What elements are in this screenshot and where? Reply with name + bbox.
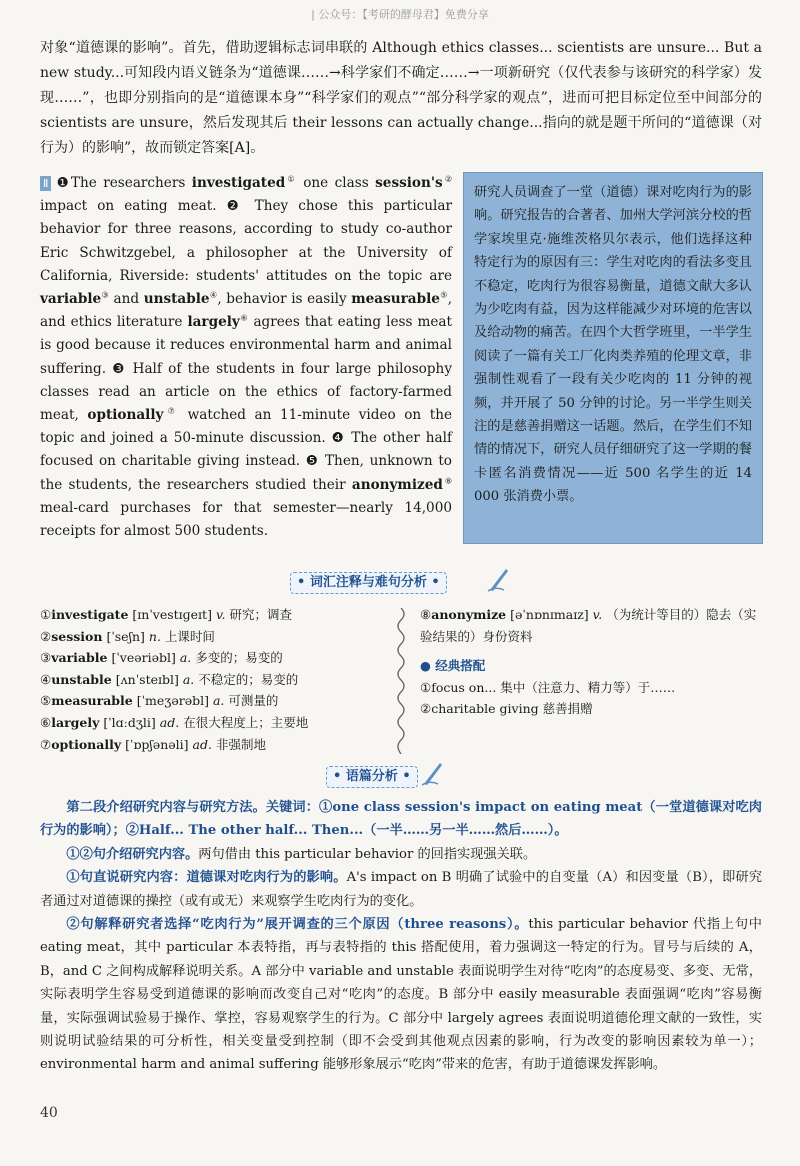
vocab-list-left <box>40 604 390 755</box>
passage-text: Then, unknown to the students, the researchers studied their <box>40 453 452 493</box>
vocab-item: ⑥largely [ˈlɑːdʒli] ad. 在很大程度上；主要地 <box>40 714 309 730</box>
spring-divider <box>395 608 407 754</box>
passage-text: , behavior is easily <box>217 291 352 308</box>
collocation-item: ①focus on... 集中（注意力、精力等）于…… <box>420 679 676 695</box>
watermark: | 公众号：【考研的酵母君】免费分享 <box>311 8 489 21</box>
vocab-item: ⑤measurable [ˈmeʒərəbl] a. 可测量的 <box>40 693 279 709</box>
analysis-summary: 第二段介绍研究内容与研究方法。关键词：①one class session's impact on eating meat（一堂道德课对吃肉行为的影响）；②Half... The other half... Then...（一半……另一半……然后……）。 <box>40 800 762 839</box>
vocab-word: anonymized <box>351 476 443 493</box>
vocab-word: measurable <box>351 291 440 308</box>
passage-text: impact on eating meat. <box>40 198 227 215</box>
footnote-mark: ④ <box>209 290 218 300</box>
vocab-item: ⑦optionally [ˈɒpʃənəli] ad. 非强制地 <box>40 736 266 752</box>
footnote-mark: ③ <box>101 290 109 300</box>
sentence-number: ❶ <box>54 175 71 191</box>
sentence-number: ❺ <box>305 453 320 470</box>
passage-text: watched an 11-minute video on the topic and joined a 50-minute discussion. <box>40 407 452 447</box>
vocab-word: investigated <box>191 175 286 191</box>
collocation-title: ● 经典搭配 <box>420 658 486 674</box>
footnote-mark: ⑦ <box>163 406 180 416</box>
passage-text: and <box>108 291 144 308</box>
sentence-number: ❹ <box>331 430 346 447</box>
passage-text: agrees that eating less meat is good because it reduces environmental harm and animal suffering. <box>40 314 452 377</box>
text-analysis <box>40 796 762 1077</box>
analysis-section-title: • 语篇分析 • <box>326 766 418 788</box>
vocab-item: ⑧anonymize [əˈnɒnɪmaɪz] v. （为统计等目的）隐去（实验结果的）身份资料 <box>420 607 757 644</box>
footnote-mark: ⑤ <box>439 290 448 300</box>
analysis-paragraph: ①②句介绍研究内容。两句借由 this particular behavior 的回指实现强关联。 <box>66 846 537 862</box>
passage-text: They chose this particular behavior for three reasons, according to study co-author Eric Schwitzgebel, a philosopher at the University of California, Riverside: students' attitudes on the topic are <box>40 198 452 284</box>
paragraph-tag: Ⅱ <box>40 176 51 191</box>
passage-text: The other half focused on charitable giving instead. <box>40 430 453 470</box>
passage-text: one class <box>296 175 376 191</box>
footnote-mark: ② <box>442 174 453 184</box>
sentence-number: ❸ <box>112 360 127 377</box>
pen-icon <box>420 760 444 786</box>
vocab-item: ④unstable [ʌnˈsteɪbl] a. 不稳定的；易变的 <box>40 671 299 687</box>
footnote-mark: ⑧ <box>442 476 453 486</box>
sentence-number: ❷ <box>226 198 245 215</box>
vocab-section-title: • 词汇注释与难句分析 • <box>290 572 447 594</box>
vocab-word: optionally <box>87 407 164 424</box>
vocab-word: largely <box>187 314 240 331</box>
top-paragraph: 对象“道德课的影响”。首先，借助逻辑标志词串联的 Although ethics classes... scientists are unsure... But a new study...可知段内语义链条为“道德课……→科学家们不确定……→一项新研究（仅代表参与该研究的科学家）发现……”，也即分别指向的是“道德课本身”“科学家们的观点”“部分科学家的观点”，进而可把目标定位至中间部分的 scientists are unsure，然后发现其后 their lessons can actually change...指向的就是题干所问的“道德课（对行为）的影响”，故而锁定答案[A]。 <box>40 40 762 156</box>
passage-text: The researchers <box>70 175 192 191</box>
page-number: 40 <box>40 1105 58 1121</box>
vocab-word: unstable <box>143 291 210 308</box>
passage-text: , and ethics literature <box>40 291 453 331</box>
footnote-mark: ⑥ <box>239 313 249 323</box>
chinese-translation-box: 研究人员调查了一堂（道德）课对吃肉行为的影响。研究报告的合著者、加州大学河滨分校的哲学家埃里克·施维茨格贝尔表示，他们选择这种特定行为的原因有三：学生对吃肉的看法多变且不稳定，吃肉行为很容易衡量，道德文献大多认为少吃肉有益，因为这样能减少对环境的危害以及给动物的痛苦。在四个大哲学班里，一半学生阅读了一篇有关工厂化肉类养殖的伦理文章，非强制性观看了一段有关少吃肉的 11 分钟的视频，并开展了 50 分钟的讨论。另一半学生则关注的是慈善捐赠这一话题。然后，在学生们不知情的情况下，研究人员仔细研究了这一学期的餐卡匿名消费情况——近 500 名学生的近 14 000 张消费小票。 <box>463 172 763 544</box>
passage-text: Half of the students in four large philosophy classes read an article on the ethics of factory-farmed meat, <box>40 360 452 424</box>
passage-text: meal-card purchases for that semester—nearly 14,000 receipts for almost 500 students. <box>40 499 452 540</box>
vocab-item: ③variable [ˈveəriəbl] a. 多变的；易变的 <box>40 650 283 666</box>
pen-icon <box>486 566 510 592</box>
vocab-word: session's <box>375 175 443 191</box>
footnote-mark: ① <box>285 174 297 184</box>
vocab-list-right <box>420 604 765 720</box>
vocab-item: ②session [ˈseʃn] n. 上课时间 <box>40 628 215 644</box>
vocab-item: ①investigate [ɪnˈvestɪɡeɪt] v. 研究；调查 <box>40 607 292 622</box>
vocab-word: variable <box>40 291 102 308</box>
analysis-paragraph: ①句直说研究内容：道德课对吃肉行为的影响。A's impact on B 明确了试验中的自变量（A）和因变量（B），即研究者通过对道德课的操控（或有或无）来观察学生吃肉行为的变化。 <box>40 870 763 909</box>
english-passage <box>40 172 452 543</box>
analysis-paragraph: ②句解释研究者选择“吃肉行为”展开调查的三个原因（three reasons）。this particular behavior 代指上句中 eating meat，其中 particular 本表特指，再与表特指的 this 搭配使用，着力强调这一特定的行为。冒号与后续的 A，B，and C 之间构成解释说明关系。A 部分中 variable and unstable 表面说明学生对待“吃肉”的态度易变、多变、无常，实际表明学生容易受到道德课的影响而改变自己对“吃肉”的态度。B 部分中 easily measurable 表面强调“吃肉”容易衡量，实际强调试验易于操作、掌控，容易观察学生的行为。C 部分中 largely agrees 表面说明道德伦理文献的一致性，实则说明试验结果的可分析性，相关变量受到控制（即不会受到其他观点因素的影响，行为改变的影响因素较为单一）；environmental harm and animal suffering 能够形象展示“吃肉”带来的危害，有助于道德课发挥影响。 <box>40 917 762 1073</box>
collocation-item: ②charitable giving 慈善捐赠 <box>420 701 593 717</box>
